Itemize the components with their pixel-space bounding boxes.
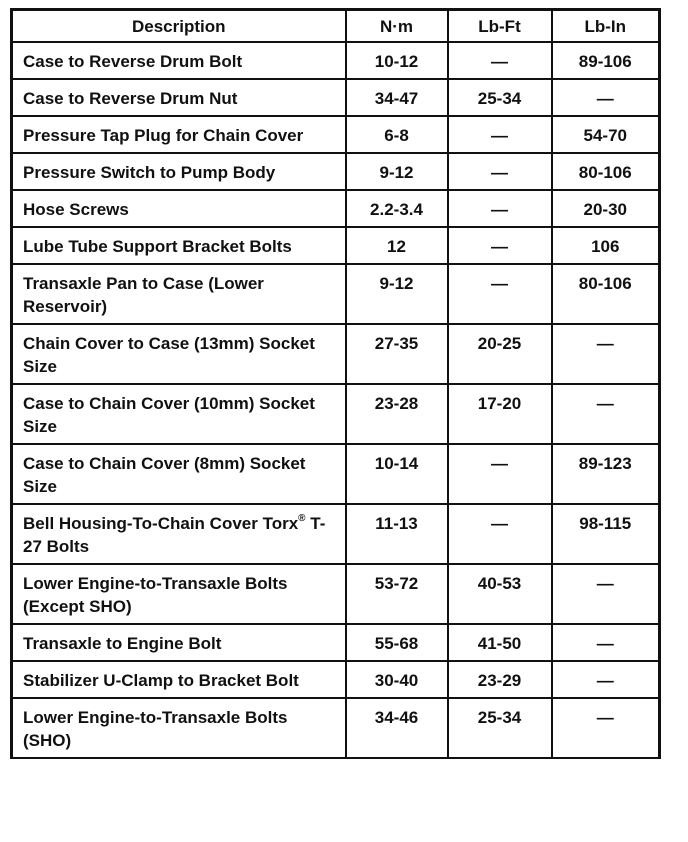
table-row <box>12 227 660 264</box>
cell-description: Pressure Switch to Pump Body <box>12 153 346 190</box>
cell-lbft: — <box>448 444 552 504</box>
table-row <box>12 42 660 79</box>
cell-description: Case to Reverse Drum Bolt <box>12 42 346 79</box>
cell-lbft: 25-34 <box>448 79 552 116</box>
cell-lbft: 25-34 <box>448 698 552 758</box>
cell-nm: 2.2-3.4 <box>346 190 448 227</box>
cell-description: Stabilizer U-Clamp to Bracket Bolt <box>12 661 346 698</box>
cell-lbin: 89-106 <box>552 42 660 79</box>
header-row <box>12 10 660 43</box>
table-row <box>12 79 660 116</box>
cell-lbft: — <box>448 153 552 190</box>
cell-nm: 9-12 <box>346 153 448 190</box>
cell-lbft: — <box>448 227 552 264</box>
cell-nm: 10-14 <box>346 444 448 504</box>
cell-lbft: 40-53 <box>448 564 552 624</box>
cell-lbft: 41-50 <box>448 624 552 661</box>
table-row <box>12 564 660 624</box>
table-row <box>12 504 660 564</box>
cell-lbin: 80-106 <box>552 264 660 324</box>
table-row <box>12 324 660 384</box>
cell-nm: 6-8 <box>346 116 448 153</box>
cell-nm: 9-12 <box>346 264 448 324</box>
cell-lbin: 20-30 <box>552 190 660 227</box>
cell-nm: 55-68 <box>346 624 448 661</box>
cell-lbin: 89-123 <box>552 444 660 504</box>
cell-nm: 53-72 <box>346 564 448 624</box>
table-row <box>12 264 660 324</box>
cell-lbft: 17-20 <box>448 384 552 444</box>
description-tail: T-27 Bolts <box>23 514 326 556</box>
header-lbft: Lb-Ft <box>448 10 552 43</box>
cell-description: Case to Chain Cover (8mm) Socket Size <box>12 444 346 504</box>
cell-description: Hose Screws <box>12 190 346 227</box>
table-row <box>12 624 660 661</box>
cell-nm: 10-12 <box>346 42 448 79</box>
cell-lbft: — <box>448 190 552 227</box>
cell-description: Pressure Tap Plug for Chain Cover <box>12 116 346 153</box>
cell-description: Lower Engine-to-Transaxle Bolts (SHO) <box>12 698 346 758</box>
cell-description: Case to Reverse Drum Nut <box>12 79 346 116</box>
cell-nm: 23-28 <box>346 384 448 444</box>
cell-nm: 34-47 <box>346 79 448 116</box>
description-brand: Torx <box>262 514 299 533</box>
torque-spec-table <box>10 8 661 759</box>
header-description: Description <box>12 10 346 43</box>
cell-lbin: — <box>552 698 660 758</box>
table-row <box>12 661 660 698</box>
cell-nm: 12 <box>346 227 448 264</box>
table-row <box>12 384 660 444</box>
table-row <box>12 153 660 190</box>
cell-nm: 11-13 <box>346 504 448 564</box>
cell-description <box>12 504 346 564</box>
cell-lbft: 23-29 <box>448 661 552 698</box>
header-nm: N·m <box>346 10 448 43</box>
cell-lbft: — <box>448 264 552 324</box>
cell-lbft: 20-25 <box>448 324 552 384</box>
cell-lbin: — <box>552 564 660 624</box>
cell-lbft: — <box>448 42 552 79</box>
cell-nm: 30-40 <box>346 661 448 698</box>
cell-lbin: 98-115 <box>552 504 660 564</box>
cell-lbin: — <box>552 661 660 698</box>
description-text: Bell Housing-To-Chain Cover <box>23 514 258 533</box>
cell-description: Transaxle Pan to Case (Lower Reservoir) <box>12 264 346 324</box>
trademark-mark: ® <box>298 513 306 524</box>
table-row <box>12 698 660 758</box>
table-row <box>12 444 660 504</box>
cell-description: Transaxle to Engine Bolt <box>12 624 346 661</box>
cell-nm: 27-35 <box>346 324 448 384</box>
header-lbin: Lb-In <box>552 10 660 43</box>
cell-lbin: — <box>552 324 660 384</box>
cell-lbin: 80-106 <box>552 153 660 190</box>
cell-lbin: — <box>552 384 660 444</box>
cell-lbin: 54-70 <box>552 116 660 153</box>
cell-lbin: 106 <box>552 227 660 264</box>
cell-lbin: — <box>552 79 660 116</box>
table-body <box>12 42 660 758</box>
cell-description: Chain Cover to Case (13mm) Socket Size <box>12 324 346 384</box>
cell-description: Lower Engine-to-Transaxle Bolts (Except SHO) <box>12 564 346 624</box>
cell-lbft: — <box>448 116 552 153</box>
table-header <box>12 10 660 43</box>
table-row <box>12 190 660 227</box>
table-row <box>12 116 660 153</box>
cell-description: Case to Chain Cover (10mm) Socket Size <box>12 384 346 444</box>
cell-description: Lube Tube Support Bracket Bolts <box>12 227 346 264</box>
cell-nm: 34-46 <box>346 698 448 758</box>
cell-lbin: — <box>552 624 660 661</box>
cell-lbft: — <box>448 504 552 564</box>
